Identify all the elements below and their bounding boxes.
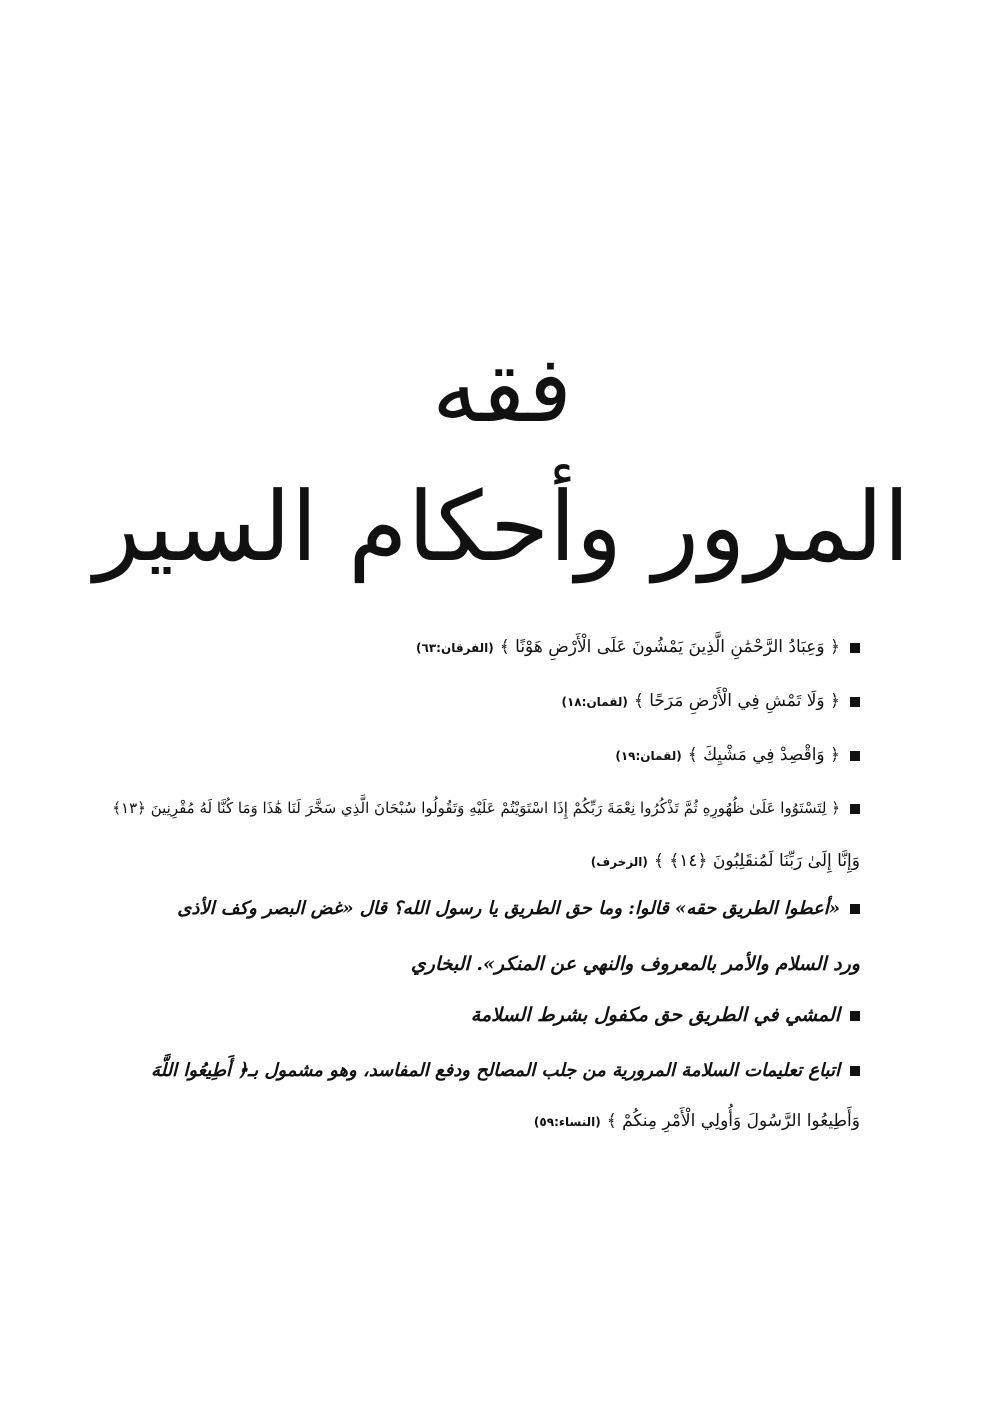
verse-item-4 bbox=[112, 798, 860, 817]
bullet-icon bbox=[850, 751, 860, 761]
bullet-icon bbox=[850, 804, 860, 814]
bullet-icon bbox=[850, 643, 860, 653]
hadith-line-2: ورد السلام والأمر بالمعروف والنهي عن المنكر». البخاري bbox=[410, 953, 860, 975]
verse-text: ﴿ لِتَسْتَوُوا عَلَىٰ ظُهُورِهِ ثُمَّ تَذْكُرُوا نِعْمَةَ رَبِّكُمْ إِذَا اسْتَوَيْتُمْ عَلَيْهِ وَتَقُولُوا سُبْحَانَ الَّذِي سَخَّرَ لَنَا هَٰذَا وَمَا كُنَّا لَهُ مُقْرِنِينَ ﴿١٣﴾ bbox=[112, 799, 840, 817]
principle-text: المشي في الطريق حق مكفول بشرط السلامة bbox=[470, 1004, 840, 1026]
bullet-icon bbox=[850, 904, 860, 914]
title-line-2: المرور وأحكام السير bbox=[94, 471, 910, 583]
verse-reference: (لقمان:١٩) bbox=[615, 749, 682, 763]
title-line-1: فقه bbox=[432, 336, 572, 443]
obedience-line-1 bbox=[151, 1060, 860, 1081]
verse-text: ﴿ وَعِبَادُ الرَّحْمَٰنِ الَّذِينَ يَمْشُونَ عَلَى الْأَرْضِ هَوْنًا ﴾ bbox=[499, 637, 840, 657]
verse-text: ﴿ وَلَا تَمْشِ فِي الْأَرْضِ مَرَحًا ﴾ bbox=[633, 691, 840, 711]
bullet-icon bbox=[850, 697, 860, 707]
hadith-line-1 bbox=[177, 898, 860, 919]
bullet-icon bbox=[850, 1066, 860, 1076]
verse-text: ﴿ وَاقْصِدْ فِي مَشْيِكَ ﴾ bbox=[687, 745, 840, 765]
verse-item-3 bbox=[615, 744, 860, 765]
verse-item-4-continued bbox=[591, 850, 860, 871]
bullet-icon bbox=[850, 1011, 860, 1021]
verse-text: وَإِنَّا إِلَىٰ رَبِّنَا لَمُنقَلِبُونَ ﴿١٤﴾ ﴾ bbox=[653, 851, 860, 871]
hadith-text: «أعطوا الطريق حقه» قالوا: وما حق الطريق يا رسول الله؟ قال «غض البصر وكف الأذى bbox=[177, 898, 840, 919]
verse-item-2 bbox=[562, 690, 861, 711]
verse-reference: (لقمان:١٨) bbox=[561, 695, 628, 709]
verse-reference: (الفرقان:٦٣) bbox=[416, 641, 494, 655]
obedience-text: اتباع تعليمات السلامة المرورية من جلب المصالح ودفع المفاسد، وهو مشمول بـ﴿ أَطِيعُوا اللَّهَ bbox=[150, 1060, 840, 1081]
principle-item bbox=[471, 1004, 860, 1026]
verse-text: وَأَطِيعُوا الرَّسُولَ وَأُولِي الْأَمْرِ مِنكُمْ ﴾ bbox=[606, 1111, 860, 1131]
verse-item-1 bbox=[416, 636, 860, 657]
verse-reference: (النساء:٥٩) bbox=[533, 1115, 601, 1129]
obedience-line-2 bbox=[534, 1110, 860, 1131]
verse-reference: (الزخرف) bbox=[590, 855, 648, 869]
